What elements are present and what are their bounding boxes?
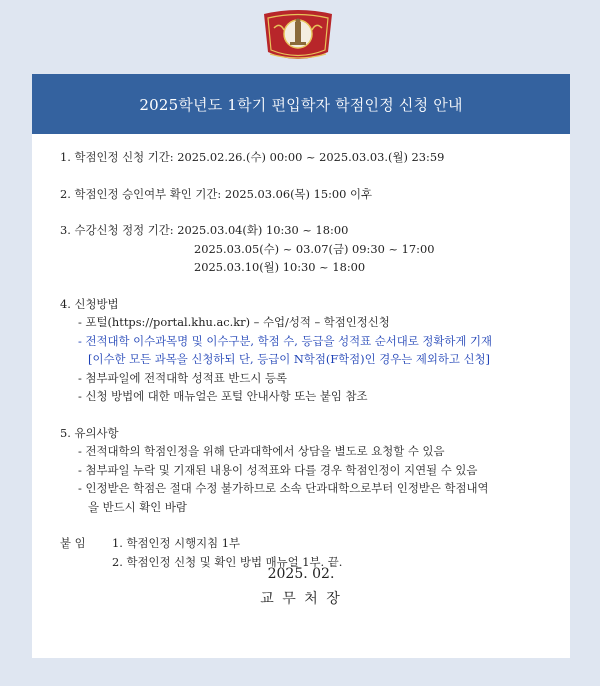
attachment-guideline: 1. 학점인정 시행지침 1부: [112, 536, 241, 550]
note-no-modification-cont: 을 반드시 확인 바람: [88, 499, 187, 514]
item-application-method-heading: 4. 신청방법: [60, 296, 119, 311]
method-course-entry-instruction: - 전적대학 이수과목명 및 이수구분, 학점 수, 등급을 성적표 순서대로 정확하게 기재: [78, 333, 493, 348]
item-course-correction-period-2: 2025.03.05(수) ~ 03.07(금) 09:30 ~ 17:00: [194, 241, 435, 256]
item-approval-check-period: 2. 학점인정 승인여부 확인 기간: 2025.03.06(목) 15:00 이후: [60, 186, 373, 201]
note-missing-attachment: - 첨부파일 누락 및 기재된 내용이 성적표와 다를 경우 학점인정이 지연될 수 있음: [78, 462, 478, 477]
notice-title: 2025학년도 1학기 편입학자 학점인정 신청 안내: [139, 95, 463, 114]
notice-body: [60, 148, 560, 571]
notice-title-banner: [32, 74, 570, 134]
issuing-office: 교 무 처 장: [260, 591, 342, 607]
attachment-manual: 2. 학점인정 신청 및 확인 방법 매뉴얼 1부. 끝.: [112, 554, 343, 569]
item-application-period: 1. 학점인정 신청 기간: 2025.02.26.(수) 00:00 ~ 2025.03.03.(월) 23:59: [60, 150, 445, 164]
university-seal-logo: [258, 8, 338, 64]
attachments-label: 붙 임: [60, 536, 86, 550]
method-portal-path: - 포털(https://portal.khu.ac.kr) – 수업/성적 – 학점인정신청: [78, 315, 390, 329]
note-no-modification: - 인정받은 학점은 절대 수정 불가하므로 소속 단과대학으로부터 인정받은 학점내역: [78, 481, 489, 495]
item-notes-heading: 5. 유의사항: [60, 425, 119, 440]
method-manual-reference: - 신청 방법에 대한 매뉴얼은 포털 안내사항 또는 붙임 참조: [78, 389, 368, 403]
item-course-correction-period: 3. 수강신청 정정 기간: 2025.03.04(화) 10:30 ~ 18:00: [60, 223, 349, 237]
note-consultation: - 전적대학의 학점인정을 위해 단과대학에서 상담을 별도로 요청할 수 있음: [78, 444, 445, 458]
item-course-correction-period-3: 2025.03.10(월) 10:30 ~ 18:00: [194, 260, 366, 274]
method-course-entry-note: [이수한 모든 과목을 신청하되 단, 등급이 N학점(F학점)인 경우는 제외하고 신청]: [88, 352, 490, 366]
notice-date: 2025. 02.: [267, 566, 335, 582]
method-transcript-upload: - 첨부파일에 전적대학 성적표 반드시 등록: [78, 370, 288, 385]
